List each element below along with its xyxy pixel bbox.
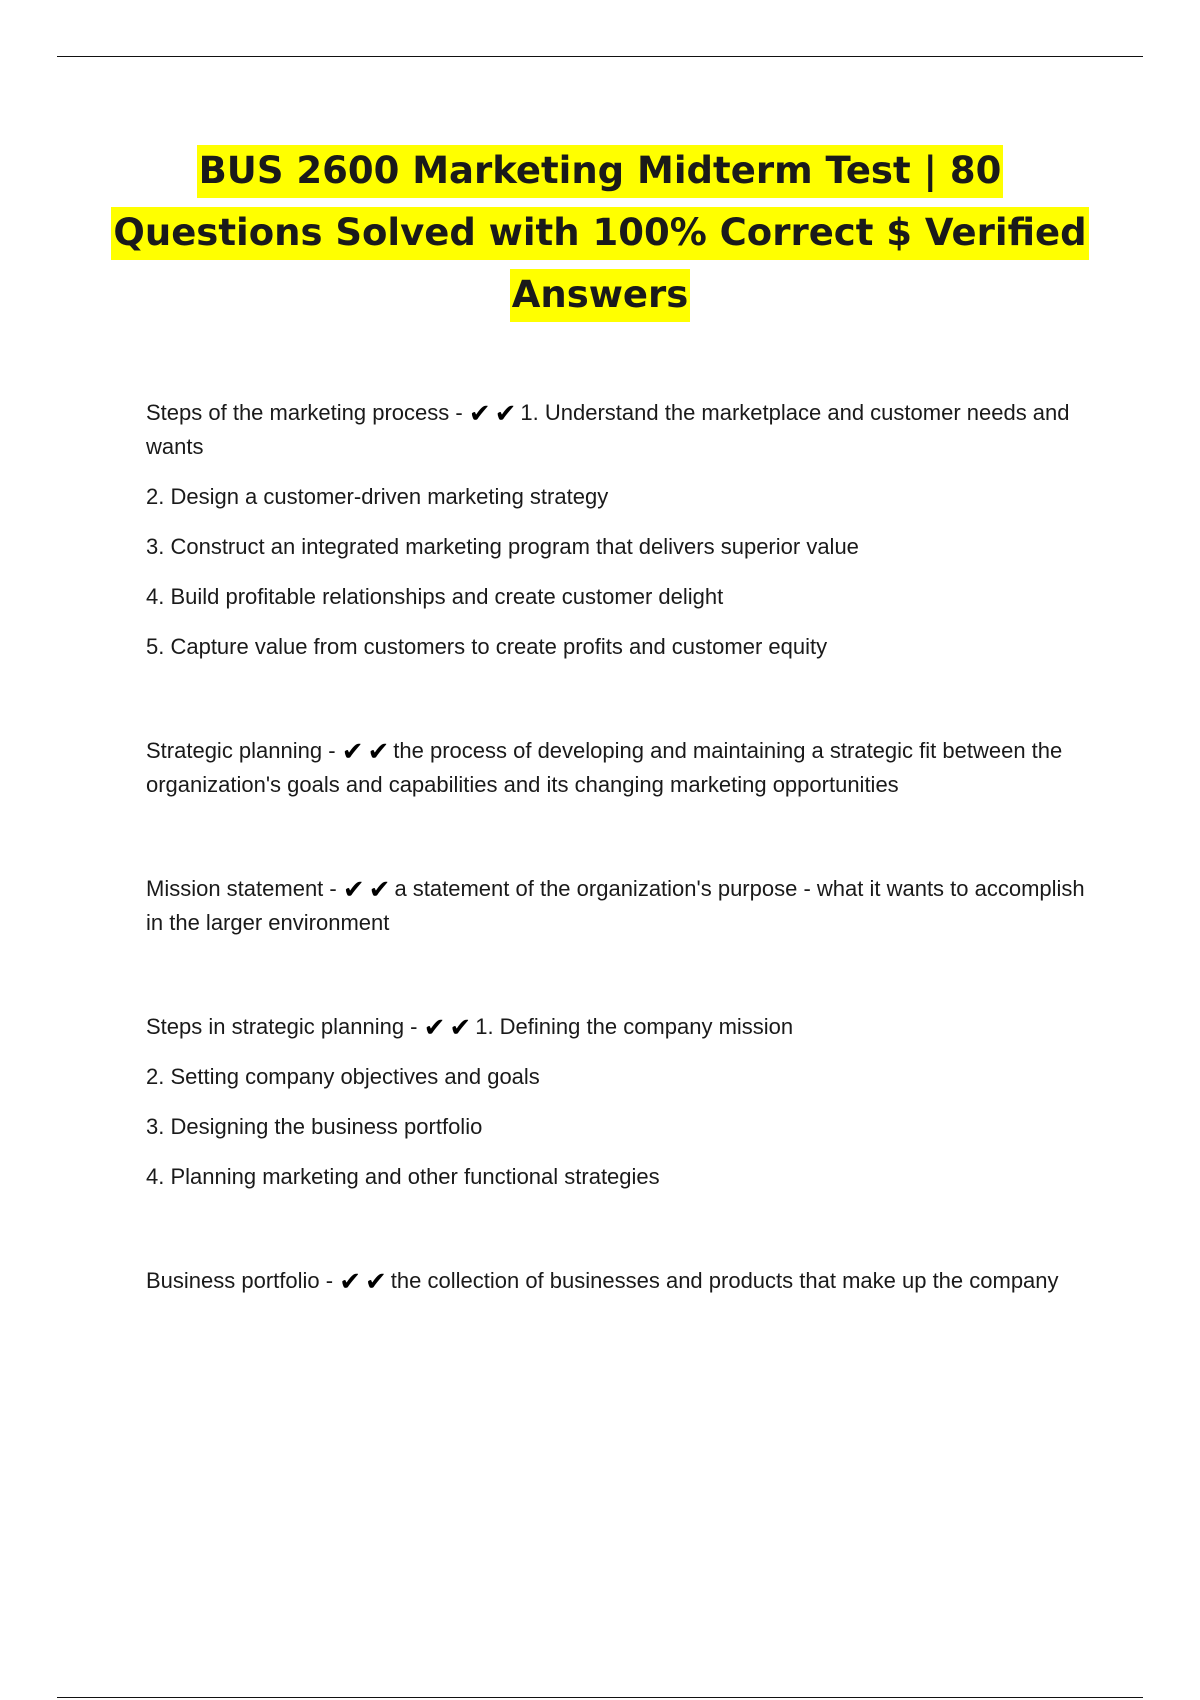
qa-question-line [146,1010,1086,1044]
list-item: 3. Construct an integrated marketing program that delivers superior value [146,534,859,559]
title-line-3: Answers [510,269,691,322]
qa-term: Mission statement - [146,876,337,901]
qa-entry-strategic-planning-steps [146,1010,1086,1194]
qa-answer: 1. Defining the company mission [475,1014,794,1039]
double-check-icon: ✔✔ [468,398,521,428]
double-check-icon: ✔✔ [342,874,395,904]
title-line-1: BUS 2600 Marketing Midterm Test | 80 [197,145,1004,198]
bottom-rule [57,1697,1143,1698]
qa-entry-strategic-planning [146,734,1086,802]
qa-entry-mission-statement [146,872,1086,940]
qa-question-line [146,872,1086,940]
double-check-icon: ✔✔ [341,736,394,766]
qa-question-line [146,734,1086,802]
list-item: 5. Capture value from customers to create profits and customer equity [146,634,828,659]
qa-question-line [146,1264,1086,1298]
list-item: 4. Build profitable relationships and create customer delight [146,584,724,609]
qa-term: Strategic planning - [146,738,336,763]
qa-answer: the collection of businesses and products that make up the company [390,1268,1059,1293]
qa-answer: a statement of the organization's purpose - what it wants to accomplish in the larger environment [146,876,1085,935]
double-check-icon: ✔✔ [339,1266,391,1296]
double-check-icon: ✔✔ [423,1012,476,1042]
list-item: 2. Setting company objectives and goals [146,1064,540,1089]
title-line-2: Questions Solved with 100% Correct $ Verified [111,207,1088,260]
qa-term: Steps of the marketing process - [146,400,463,425]
document-title [100,140,1100,326]
qa-answer: the process of developing and maintaining a strategic fit between the organization's goals and capabilities and its changing marketing opportunities [146,738,1063,797]
qa-entry-marketing-process [146,396,1086,664]
qa-entry-business-portfolio [146,1264,1086,1298]
qa-answer: 1. Understand the marketplace and customer needs and wants [146,400,1070,459]
qa-question-line [146,396,1086,464]
list-item: 2. Design a customer-driven marketing strategy [146,484,609,509]
qa-term: Steps in strategic planning - [146,1014,418,1039]
top-rule [57,56,1143,57]
list-item: 3. Designing the business portfolio [146,1114,483,1139]
qa-list [146,396,1086,1314]
list-item: 4. Planning marketing and other functional strategies [146,1164,660,1189]
qa-term: Business portfolio - [146,1268,334,1293]
